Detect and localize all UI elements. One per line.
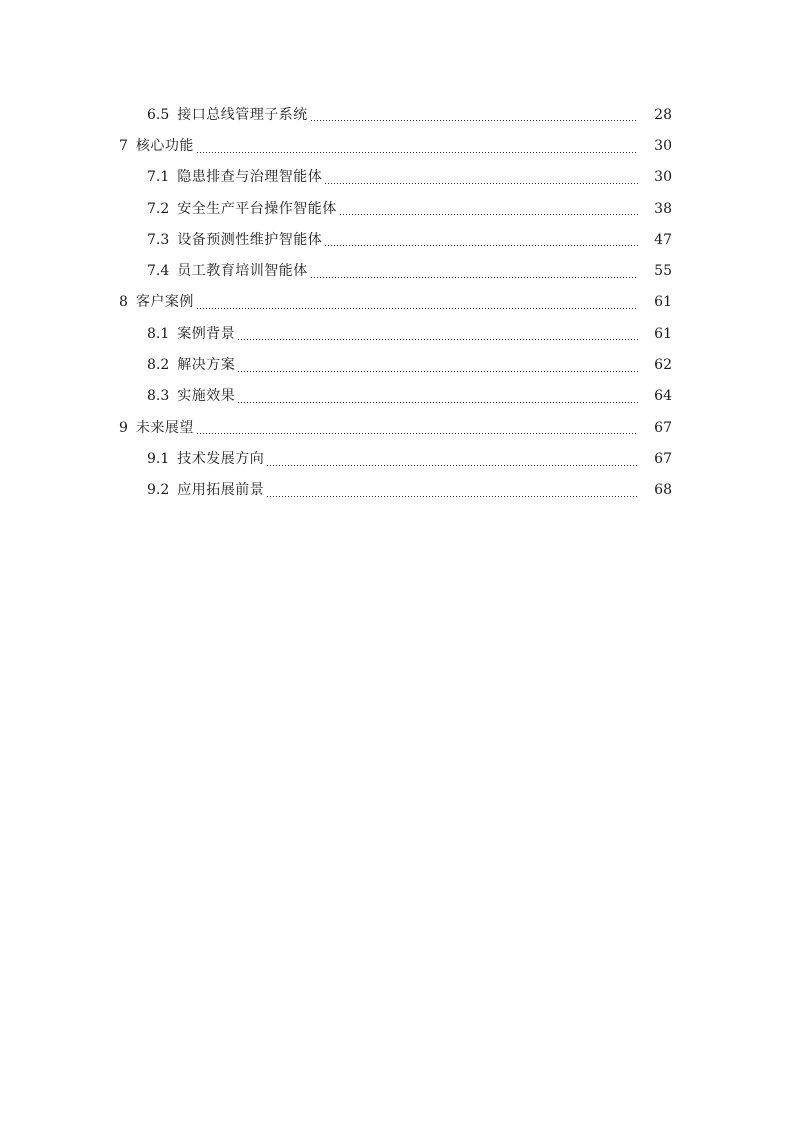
toc-dot-leader: [266, 465, 638, 466]
toc-entry-page: 30: [654, 169, 672, 186]
toc-entry-9-1[interactable]: [0, 443, 793, 474]
toc-dot-leader: [237, 402, 638, 403]
toc-entry-page: 28: [654, 106, 672, 123]
toc-entry-number: 9.1: [147, 450, 170, 467]
toc-entry-title: 解决方案: [177, 357, 236, 374]
table-of-contents: [0, 99, 793, 506]
toc-dot-leader: [196, 152, 638, 153]
toc-entry-number: 8: [119, 294, 128, 311]
toc-entry-title: 实施效果: [177, 388, 236, 405]
toc-entry-title: 核心功能: [135, 137, 194, 154]
toc-entry-title: 隐患排查与治理智能体: [177, 169, 323, 186]
toc-entry-8-1[interactable]: [0, 318, 793, 349]
toc-entry-7-1[interactable]: [0, 162, 793, 193]
toc-entry-title: 应用拓展前景: [177, 482, 265, 499]
toc-entry-8[interactable]: [0, 287, 793, 318]
toc-entry-number: 9: [119, 419, 128, 436]
toc-entry-title: 技术发展方向: [177, 450, 265, 467]
toc-entry-9-2[interactable]: [0, 475, 793, 506]
toc-dot-leader: [324, 245, 638, 246]
toc-entry-page: 38: [654, 200, 672, 217]
toc-dot-leader: [196, 308, 638, 309]
toc-dot-leader: [339, 214, 638, 215]
toc-entry-title: 未来展望: [135, 419, 194, 436]
toc-entry-title: 案例背景: [177, 325, 236, 342]
toc-entry-title: 设备预测性维护智能体: [177, 231, 323, 248]
toc-entry-number: 7.2: [147, 200, 170, 217]
toc-entry-title: 安全生产平台操作智能体: [177, 200, 337, 217]
toc-entry-page: 67: [654, 419, 672, 436]
toc-entry-7-3[interactable]: [0, 224, 793, 255]
toc-entry-6-5[interactable]: [0, 99, 793, 130]
toc-entry-9[interactable]: [0, 412, 793, 443]
toc-entry-number: 7.3: [147, 231, 170, 248]
toc-entry-7[interactable]: [0, 130, 793, 161]
toc-entry-7-4[interactable]: [0, 255, 793, 286]
toc-entry-8-2[interactable]: [0, 349, 793, 380]
toc-entry-page: 67: [654, 450, 672, 467]
toc-entry-page: 47: [654, 231, 672, 248]
toc-entry-number: 7.1: [147, 169, 170, 186]
toc-entry-title: 员工教育培训智能体: [177, 263, 308, 280]
toc-dot-leader: [237, 339, 638, 340]
toc-dot-leader: [310, 277, 638, 278]
toc-entry-page: 30: [654, 137, 672, 154]
toc-entry-page: 61: [654, 294, 672, 311]
toc-dot-leader: [266, 496, 638, 497]
toc-entry-page: 64: [654, 388, 672, 405]
toc-dot-leader: [310, 120, 638, 121]
toc-entry-number: 7.4: [147, 263, 170, 280]
toc-entry-page: 62: [654, 357, 672, 374]
toc-entry-number: 9.2: [147, 482, 170, 499]
toc-entry-title: 接口总线管理子系统: [177, 106, 308, 123]
toc-entry-8-3[interactable]: [0, 381, 793, 412]
toc-dot-leader: [324, 183, 638, 184]
toc-entry-7-2[interactable]: [0, 193, 793, 224]
toc-entry-number: 7: [119, 137, 128, 154]
toc-entry-page: 55: [654, 263, 672, 280]
toc-entry-number: 6.5: [147, 106, 170, 123]
toc-entry-number: 8.3: [147, 388, 170, 405]
toc-entry-title: 客户案例: [135, 294, 194, 311]
toc-entry-number: 8.2: [147, 357, 170, 374]
toc-entry-page: 61: [654, 325, 672, 342]
toc-entry-page: 68: [654, 482, 672, 499]
toc-dot-leader: [196, 433, 638, 434]
toc-dot-leader: [237, 371, 638, 372]
toc-entry-number: 8.1: [147, 325, 170, 342]
